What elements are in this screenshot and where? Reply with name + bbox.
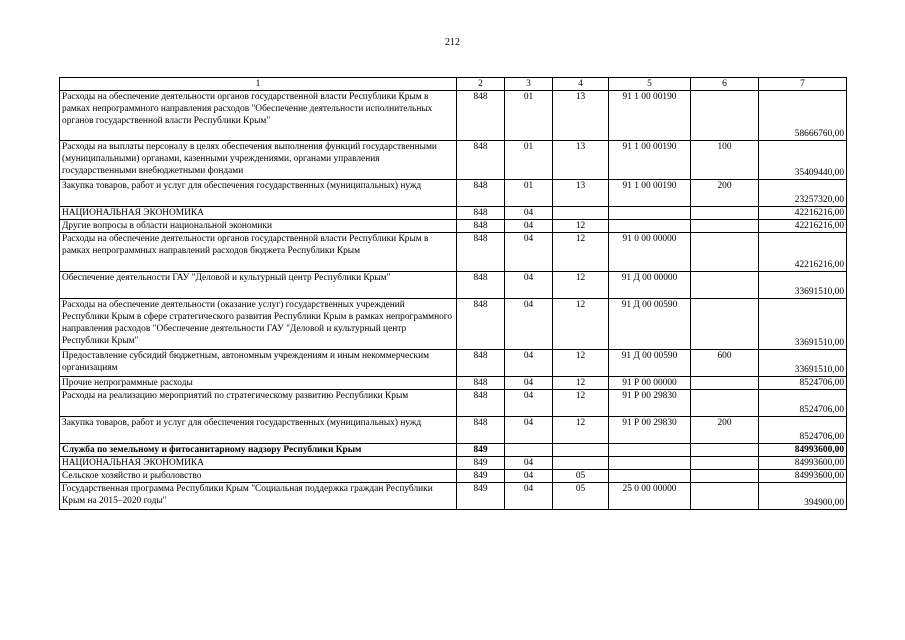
row-subsection: 12 <box>553 390 609 417</box>
table-row <box>60 299 847 350</box>
row-amount: 33691510,00 <box>759 299 847 350</box>
row-code: 849 <box>457 470 505 483</box>
row-code: 848 <box>457 207 505 220</box>
row-subsection: 12 <box>553 272 609 299</box>
row-expense-type <box>691 91 759 141</box>
table-row <box>60 444 847 457</box>
table-row <box>60 141 847 180</box>
row-subsection: 13 <box>553 141 609 180</box>
table-row <box>60 220 847 233</box>
row-section: 04 <box>505 350 553 377</box>
row-section: 01 <box>505 91 553 141</box>
row-expense-type: 200 <box>691 180 759 207</box>
row-expense-type <box>691 390 759 417</box>
row-section <box>505 444 553 457</box>
row-subsection: 13 <box>553 180 609 207</box>
row-code: 848 <box>457 141 505 180</box>
row-amount: 58666760,00 <box>759 91 847 141</box>
row-target-article: 91 Д 00 00000 <box>609 272 691 299</box>
table-row <box>60 377 847 390</box>
row-code: 848 <box>457 299 505 350</box>
row-amount: 33691510,00 <box>759 272 847 299</box>
row-amount: 84993600,00 <box>759 457 847 470</box>
row-expense-type <box>691 377 759 390</box>
column-header: 4 <box>553 78 609 91</box>
row-amount: 84993600,00 <box>759 444 847 457</box>
row-name: НАЦИОНАЛЬНАЯ ЭКОНОМИКА <box>60 457 457 470</box>
row-subsection <box>553 444 609 457</box>
row-code: 848 <box>457 417 505 444</box>
row-name: НАЦИОНАЛЬНАЯ ЭКОНОМИКА <box>60 207 457 220</box>
table-row <box>60 233 847 272</box>
row-subsection: 12 <box>553 377 609 390</box>
row-section: 04 <box>505 377 553 390</box>
row-subsection: 05 <box>553 483 609 510</box>
column-header: 1 <box>60 78 457 91</box>
row-name: Служба по земельному и фитосанитарному надзору Республики Крым <box>60 444 457 457</box>
row-amount: 8524706,00 <box>759 390 847 417</box>
row-target-article: 91 Д 00 00590 <box>609 299 691 350</box>
row-name: Предоставление субсидий бюджетным, автономным учреждениям и иным некоммерческим организациям <box>60 350 457 377</box>
table-row <box>60 390 847 417</box>
row-section: 01 <box>505 180 553 207</box>
row-amount: 394900,00 <box>759 483 847 510</box>
row-target-article: 91 Р 00 00000 <box>609 377 691 390</box>
row-expense-type <box>691 444 759 457</box>
row-subsection: 12 <box>553 350 609 377</box>
row-target-article: 91 1 00 00190 <box>609 180 691 207</box>
table-row <box>60 350 847 377</box>
row-code: 849 <box>457 457 505 470</box>
row-code: 848 <box>457 377 505 390</box>
row-section: 01 <box>505 141 553 180</box>
row-section: 04 <box>505 233 553 272</box>
row-amount: 33691510,00 <box>759 350 847 377</box>
row-code: 849 <box>457 444 505 457</box>
row-expense-type <box>691 220 759 233</box>
row-code: 848 <box>457 220 505 233</box>
row-subsection: 12 <box>553 417 609 444</box>
row-amount: 23257320,00 <box>759 180 847 207</box>
row-code: 848 <box>457 233 505 272</box>
row-name: Закупка товаров, работ и услуг для обеспечения государственных (муниципальных) нужд <box>60 417 457 444</box>
row-name: Закупка товаров, работ и услуг для обеспечения государственных (муниципальных) нужд <box>60 180 457 207</box>
row-code: 848 <box>457 350 505 377</box>
table-header-row <box>60 78 847 91</box>
row-section: 04 <box>505 299 553 350</box>
table-row <box>60 207 847 220</box>
row-name: Прочие непрограммные расходы <box>60 377 457 390</box>
row-target-article <box>609 457 691 470</box>
row-target-article <box>609 207 691 220</box>
column-header: 5 <box>609 78 691 91</box>
row-subsection: 05 <box>553 470 609 483</box>
row-target-article: 91 Р 00 29830 <box>609 390 691 417</box>
row-expense-type <box>691 272 759 299</box>
row-amount: 35409440,00 <box>759 141 847 180</box>
table-row <box>60 417 847 444</box>
row-amount: 42216216,00 <box>759 207 847 220</box>
row-section: 04 <box>505 220 553 233</box>
row-expense-type <box>691 457 759 470</box>
row-target-article: 25 0 00 00000 <box>609 483 691 510</box>
row-expense-type <box>691 233 759 272</box>
column-header: 7 <box>759 78 847 91</box>
row-name: Расходы на обеспечение деятельности органов государственной власти Республики Крым в рамках непрограммных направлений расходов бюджета Республики Крым <box>60 233 457 272</box>
row-subsection: 13 <box>553 91 609 141</box>
row-target-article: 91 Д 00 00590 <box>609 350 691 377</box>
row-name: Обеспечение деятельности ГАУ "Деловой и культурный центр Республики Крым" <box>60 272 457 299</box>
row-expense-type <box>691 207 759 220</box>
row-amount: 8524706,00 <box>759 377 847 390</box>
row-expense-type: 100 <box>691 141 759 180</box>
row-code: 848 <box>457 91 505 141</box>
row-amount: 84993600,00 <box>759 470 847 483</box>
row-code: 848 <box>457 272 505 299</box>
row-name: Государственная программа Республики Крым "Социальная поддержка граждан Республики Крым на 2015–2020 годы" <box>60 483 457 510</box>
row-name: Расходы на обеспечение деятельности (оказание услуг) государственных учреждений Республики Крым в сфере стратегического развития Республики Крым в рамках непрограммного направления расходов "Обеспечение деятельности ГАУ "Деловой и культурный центр Республики Крым" <box>60 299 457 350</box>
row-subsection <box>553 207 609 220</box>
table-row <box>60 457 847 470</box>
row-expense-type <box>691 470 759 483</box>
column-header: 6 <box>691 78 759 91</box>
row-name: Расходы на выплаты персоналу в целях обеспечения выполнения функций государственными (муниципальными) органами, казенными учреждениями, органами управления государственными внебюджетными фондами <box>60 141 457 180</box>
row-section: 04 <box>505 207 553 220</box>
row-section: 04 <box>505 272 553 299</box>
row-subsection: 12 <box>553 299 609 350</box>
table-row <box>60 91 847 141</box>
table-row <box>60 470 847 483</box>
row-target-article <box>609 470 691 483</box>
table-row <box>60 272 847 299</box>
row-amount: 42216216,00 <box>759 233 847 272</box>
row-name: Расходы на реализацию мероприятий по стратегическому развитию Республики Крым <box>60 390 457 417</box>
row-name: Сельское хозяйство и рыболовство <box>60 470 457 483</box>
row-target-article: 91 1 00 00190 <box>609 91 691 141</box>
row-subsection: 12 <box>553 220 609 233</box>
table-row <box>60 180 847 207</box>
row-code: 848 <box>457 390 505 417</box>
row-expense-type <box>691 483 759 510</box>
budget-table <box>59 77 847 510</box>
row-target-article: 91 Р 00 29830 <box>609 417 691 444</box>
page-number: 212 <box>445 37 460 48</box>
row-expense-type <box>691 299 759 350</box>
row-code: 849 <box>457 483 505 510</box>
row-amount: 8524706,00 <box>759 417 847 444</box>
row-section: 04 <box>505 483 553 510</box>
row-section: 04 <box>505 470 553 483</box>
table-row <box>60 483 847 510</box>
row-subsection: 12 <box>553 233 609 272</box>
row-section: 04 <box>505 457 553 470</box>
row-expense-type: 200 <box>691 417 759 444</box>
row-target-article: 91 0 00 00000 <box>609 233 691 272</box>
row-subsection <box>553 457 609 470</box>
row-name: Расходы на обеспечение деятельности органов государственной власти Республики Крым в рамках непрограммного направления расходов "Обеспечение деятельности исполнительных органов государственной власти Республики Крым" <box>60 91 457 141</box>
column-header: 2 <box>457 78 505 91</box>
row-name: Другие вопросы в области национальной экономики <box>60 220 457 233</box>
row-section: 04 <box>505 390 553 417</box>
row-section: 04 <box>505 417 553 444</box>
row-target-article <box>609 444 691 457</box>
row-amount: 42216216,00 <box>759 220 847 233</box>
row-code: 848 <box>457 180 505 207</box>
row-target-article <box>609 220 691 233</box>
row-target-article: 91 1 00 00190 <box>609 141 691 180</box>
row-expense-type: 600 <box>691 350 759 377</box>
column-header: 3 <box>505 78 553 91</box>
